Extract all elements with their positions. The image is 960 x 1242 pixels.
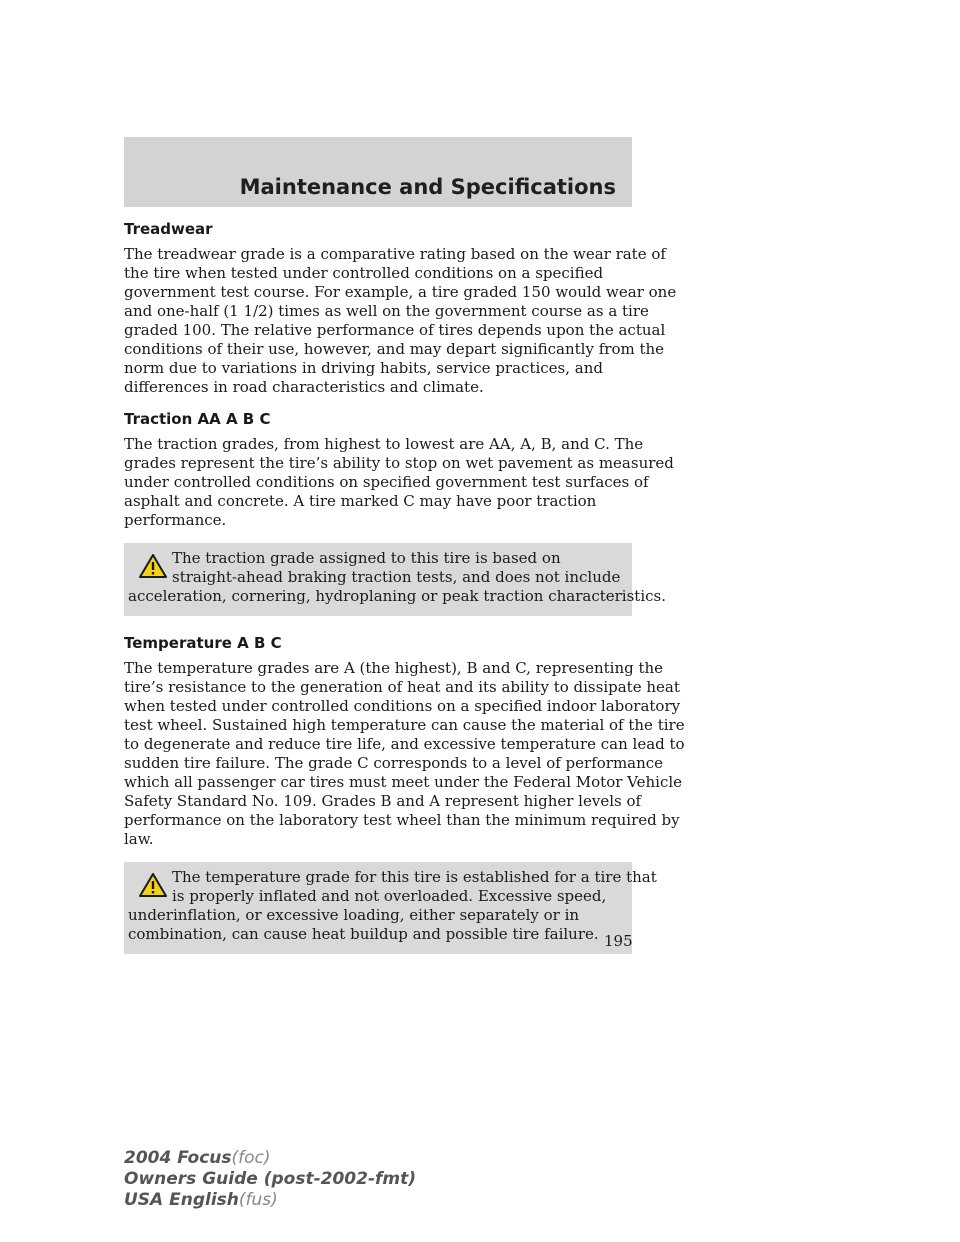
page-number: 195 — [604, 932, 633, 950]
warning-text-line: combination, can cause heat buildup and possible tire failure. — [128, 925, 599, 943]
warning-text-line: acceleration, cornering, hydroplaning or peak traction characteristics. — [128, 587, 666, 605]
section-header-bar — [124, 137, 632, 207]
heading-traction: Traction AA A B C — [124, 410, 271, 428]
page-content — [124, 220, 685, 972]
footer-line-model: 2004 Focus(foc) — [124, 1148, 271, 1168]
section-title: Maintenance and Specifications — [239, 175, 616, 199]
warning-text-line: is properly inflated and not overloaded. Excessive speed, — [172, 887, 607, 905]
heading-treadwear: Treadwear — [124, 220, 213, 238]
paragraph-traction: The traction grades, from highest to lowest are AA, A, B, and C. The grades represent the tire’s ability to stop on wet pavement as measured under controlled conditions on specified government test surfaces of asphalt and concrete. A tire marked C may have poor traction performance. — [124, 435, 674, 529]
warning-triangle-icon — [138, 553, 168, 579]
warning-traction — [124, 543, 666, 616]
paragraph-temperature: The temperature grades are A (the highest), B and C, representing the tire’s resistance to the generation of heat and its ability to dissipate heat when tested under controlled conditions on a specified indoor laboratory test wheel. Sustained high temperature can cause the material of the tire to degenerate and reduce tire life, and excessive temperature can lead to sudden tire failure. The grade C corresponds to a level of performance which all passenger car tires must meet under the Federal Motor Vehicle Safety Standard No. 109. Grades B and A represent higher levels of performance on the laboratory test wheel than the minimum required by law. — [124, 659, 685, 848]
document-footer — [124, 1148, 416, 1211]
warning-text-line: straight-ahead braking traction tests, and does not include — [172, 568, 621, 586]
warning-triangle-icon — [138, 872, 168, 898]
paragraph-treadwear: The treadwear grade is a comparative rating based on the wear rate of the tire when tested under controlled conditions on a specified government test course. For example, a tire graded 150 would wear one and one-half (1 1/2) times as well on the government course as a tire graded 100. The relative performance of tires depends upon the actual conditions of their use, however, and may depart significantly from the norm due to variations in driving habits, service practices, and differences in road characteristics and climate. — [124, 245, 677, 396]
warning-text-line: underinflation, or excessive loading, either separately or in — [128, 906, 580, 924]
footer-line-guide: Owners Guide (post-2002-fmt) — [124, 1169, 417, 1189]
warning-temperature — [124, 862, 657, 954]
heading-temperature: Temperature A B C — [124, 634, 282, 652]
warning-text-line: The traction grade assigned to this tire is based on — [172, 549, 561, 567]
warning-text-line: The temperature grade for this tire is established for a tire that — [172, 868, 657, 886]
footer-line-language: USA English(fus) — [124, 1190, 278, 1210]
